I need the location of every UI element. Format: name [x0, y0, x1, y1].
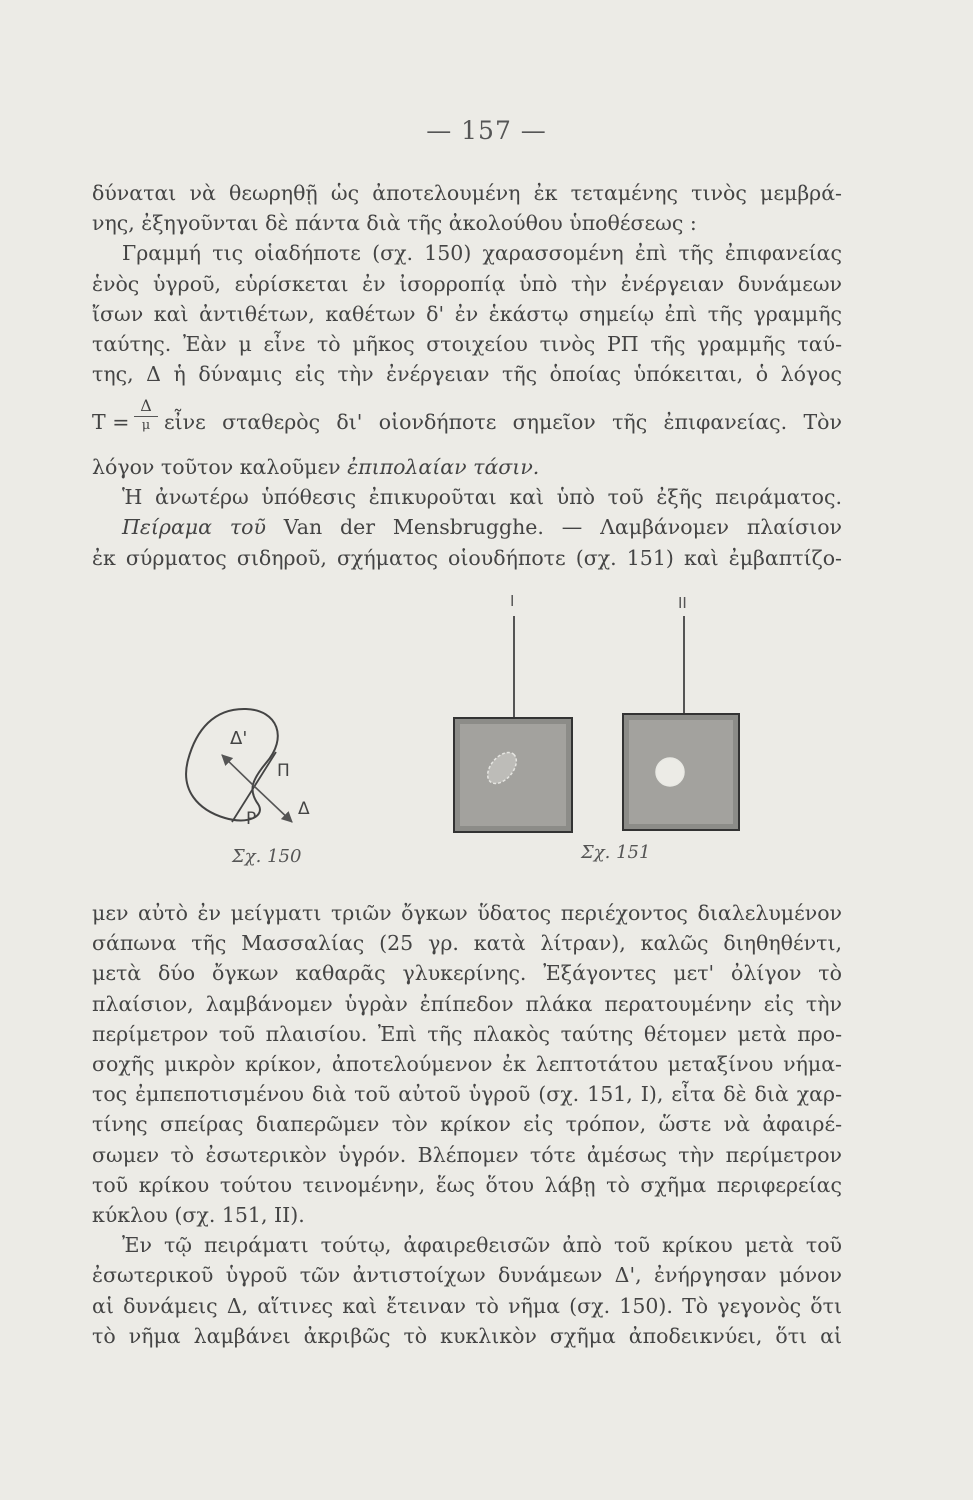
force-arrow-delta-prime: [222, 755, 254, 786]
text-line: τίνης σπείρας διαπερῶμεν τὸν κρίκον εἰς τρόπον, ὥστε νὰ ἀφαιρέ-: [92, 1112, 842, 1137]
paragraph-1: [92, 178, 842, 389]
text-line: τος ἐμπεποτισμένου διὰ τοῦ αὐτοῦ ὑγροῦ (σχ. 151, I), εἶτα δὲ διὰ χαρ-: [92, 1082, 842, 1107]
paragraph-2: [92, 452, 842, 573]
italic-term: ἐπιπολαίαν τάσιν.: [347, 455, 540, 479]
text-span: Van der Mensbrugghe. — Λαμβάνομεν πλαίσιον: [283, 515, 842, 540]
text-line: ἑνὸς ὑγροῦ, εὑρίσκεται ἐν ἰσορροπίᾳ ὑπὸ τὴν ἐνέργειαν δυνάμεων: [92, 271, 842, 296]
label-rho: Ρ: [246, 809, 257, 829]
text-line: [92, 452, 842, 482]
fraction-numerator: Δ: [140, 396, 152, 415]
figures-area: [0, 590, 973, 880]
fraction-denominator: μ: [141, 418, 151, 433]
label-pi: Π: [277, 761, 290, 781]
text-line: ἐσωτερικοῦ ὑγροῦ τῶν ἀντιστοίχων δυνάμεων Δ', ἐνήργησαν μόνον: [92, 1263, 842, 1288]
force-arrow-delta: [254, 786, 292, 822]
text-span: λόγον τοῦτον καλοῦμεν: [92, 455, 348, 479]
text-line: σοχῆς μικρὸν κρίκον, ἀποτελούμενον ἐκ λεπτοτάτου μεταξίνου νήμα-: [92, 1052, 842, 1077]
text-line: μεν αὐτὸ ἐν μείγματι τριῶν ὄγκων ὕδατος περιέχοντος διαλελυμένον: [92, 901, 842, 925]
caption-fig-150: Σχ. 150: [232, 846, 302, 867]
page-number: — 157 —: [426, 116, 547, 145]
text-line: τὸ νῆμα λαμβάνει ἀκριβῶς τὸ κυκλικὸν σχῆμα ἀποδεικνύει, ὅτι αἱ: [92, 1323, 842, 1348]
label-delta-prime: Δ': [230, 728, 248, 749]
text-line: Ἐν τῷ πειράματι τούτῳ, ἀφαιρεθεισῶν ἀπὸ τοῦ κρίκου μετὰ τοῦ: [122, 1233, 842, 1258]
text-line: αἱ δυνάμεις Δ, αἵτινες καὶ ἔτειναν τὸ νῆμα (σχ. 150). Τὸ γεγονὸς ὅτι: [92, 1293, 842, 1318]
label-one: I: [510, 592, 515, 610]
formula-lhs: Τ =: [92, 410, 130, 434]
surface-tension-formula: [92, 396, 842, 444]
text-line: Ἡ ἀνωτέρω ὑπόθεσις ἐπικυροῦται καὶ ὑπὸ τοῦ ἐξῆς πειράματος.: [122, 485, 842, 510]
text-line: σωμεν τὸ ἐσωτερικὸν ὑγρόν. Βλέπομεν τότε ἀμέσως τὴν περίμετρον: [92, 1142, 842, 1167]
text-line: πλαίσιον, λαμβάνομεν ὑγρὰν ἐπίπεδον πλάκα περατουμένην εἰς τὴν: [92, 991, 842, 1016]
text-line: ἐκ σύρματος σιδηροῦ, σχήματος οἱουδήποτε (σχ. 151) καὶ ἐμβαπτίζο-: [92, 545, 842, 570]
text-line: [92, 512, 842, 542]
text-line: Γραμμή τις οἱαδήποτε (σχ. 150) χαρασσομένη ἐπὶ τῆς ἐπιφανείας: [122, 241, 842, 266]
label-delta: Δ: [298, 799, 310, 819]
text-line: νης, ἐξηγοῦνται δὲ πάντα διὰ τῆς ἀκολούθου ὑποθέσεως :: [92, 211, 697, 236]
caption-fig-151: Σχ. 151: [581, 842, 651, 863]
text-line: ἴσων καὶ ἀντιθέτων, καθέτων δ' ἐν ἑκάστῳ σημείῳ ἐπὶ τῆς γραμμῆς: [92, 301, 842, 326]
text-line: μετὰ δύο ὄγκων καθαρᾶς γλυκερίνης. Ἐξάγοντες μετ' ὀλίγον τὸ: [92, 961, 842, 986]
text-line: της, Δ ἡ δύναμις εἰς τὴν ἐνέργειαν τῆς ὁποίας ὑπόκειται, ὁ λόγος: [92, 362, 842, 387]
text-line: τοῦ κρίκου τούτου τεινομένην, ἕως ὅτου λάβῃ τὸ σχῆμα περιφερείας: [92, 1172, 842, 1197]
paragraph-3: [92, 898, 842, 1351]
italic-heading: Πείραμα τοῦ: [122, 515, 284, 540]
text-line: σάπωνα τῆς Μασσαλίας (25 γρ. κατὰ λίτραν), καλῶς διηθηθέντι,: [92, 931, 842, 956]
label-two: II: [678, 594, 687, 612]
soap-film-one: [460, 724, 566, 826]
fraction-bar: [134, 416, 158, 417]
formula-text: εἶνε σταθερὸς δι' οἱονδήποτε σημεῖον τῆς ἐπιφανείας. Τὸν: [164, 410, 842, 434]
text-line: ταύτης. Ἐὰν μ εἶνε τὸ μῆκος στοιχείου τινὸς ΡΠ τῆς γραμμῆς ταύ-: [92, 332, 842, 357]
fraction: [134, 396, 158, 433]
circular-loop: [656, 758, 684, 786]
text-line: κύκλου (σχ. 151, II).: [92, 1203, 305, 1228]
text-line: περίμετρον τοῦ πλαισίου. Ἐπὶ τῆς πλακὸς ταύτης θέτομεν μετὰ προ-: [92, 1021, 842, 1046]
text-line: δύναται νὰ θεωρηθῇ ὡς ἀποτελουμένη ἐκ τεταμένης τινὸς μεμβρά-: [92, 181, 842, 205]
figures-svg: [0, 590, 973, 880]
